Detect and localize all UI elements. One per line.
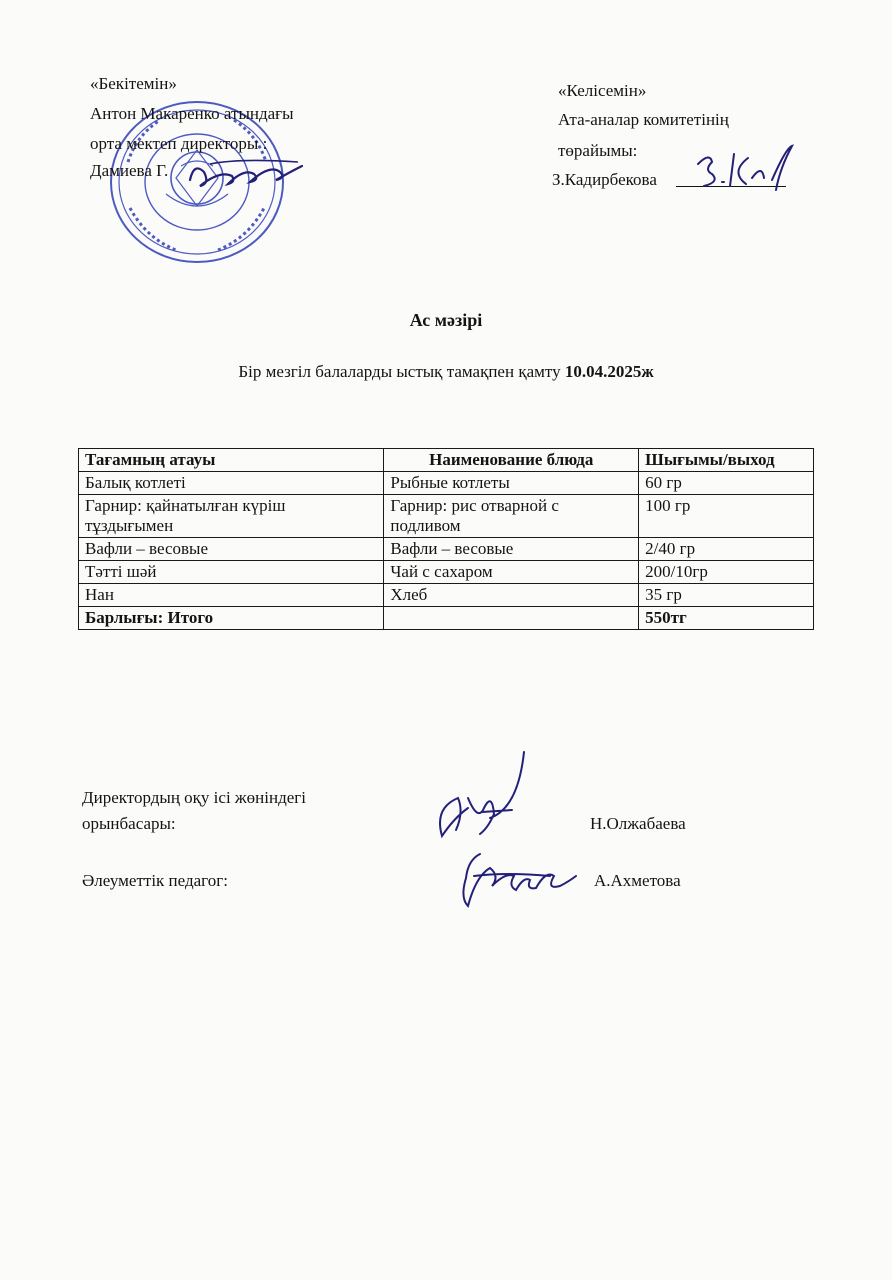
total-empty-cell: [384, 607, 639, 630]
approval-heading: «Бекітемін»: [90, 74, 177, 93]
total-value: 550тг: [639, 607, 814, 630]
cell-output: 60 гр: [639, 472, 814, 495]
subtitle-text: Бір мезгіл балаларды ыстық тамақпен қамту: [238, 362, 565, 381]
deputy-title-line2: орынбасары:: [82, 814, 176, 833]
subtitle-date: 10.04.2025ж: [564, 362, 654, 381]
cell-dish-kz: Нан: [79, 584, 384, 607]
table-row: [79, 495, 814, 538]
agreement-heading: «Келісемін»: [558, 81, 647, 100]
header-dish-ru: Наименование блюда: [384, 449, 639, 472]
menu-table: [78, 448, 814, 630]
cell-dish-ru: Рыбные котлеты: [384, 472, 639, 495]
table-total-row: [79, 607, 814, 630]
table-row: [79, 561, 814, 584]
document-title: Ас мәзірі: [409, 310, 483, 330]
table-row: [79, 472, 814, 495]
agreement-committee-line: Ата-аналар комитетінің: [558, 110, 729, 129]
cell-dish-kz: Гарнир: қайнатылған күріш тұздығымен: [79, 495, 384, 538]
approval-director-name: Дамиева Г.: [90, 161, 169, 180]
total-label: Барлығы: Итого: [79, 607, 384, 630]
deputy-signature: [428, 748, 540, 844]
social-pedagogue-signature: [450, 846, 580, 910]
director-signature: [180, 150, 310, 198]
agreement-chair-line: төрайымы:: [558, 141, 638, 160]
cell-dish-kz: Балық котлеті: [79, 472, 384, 495]
cell-dish-ru: Чай с сахаром: [384, 561, 639, 584]
header-output: Шығымы/выход: [639, 449, 814, 472]
document-subtitle: [0, 362, 892, 382]
social-pedagogue-label: Әлеуметтік педагог:: [82, 871, 228, 890]
cell-dish-kz: Тәтті шәй: [79, 561, 384, 584]
cell-output: 2/40 гр: [639, 538, 814, 561]
cell-dish-ru: Вафли – весовые: [384, 538, 639, 561]
agreement-chair-name: З.Кадирбекова: [552, 170, 657, 189]
deputy-title-line1: Директордың оқу ісі жөніндегі: [82, 788, 306, 807]
cell-dish-kz: Вафли – весовые: [79, 538, 384, 561]
approval-director-line: орта мектеп директоры :: [90, 134, 268, 153]
social-pedagogue-name: А.Ахметова: [594, 871, 681, 890]
chair-signature: [690, 138, 800, 196]
header-dish-kz: Тағамның атауы: [79, 449, 384, 472]
cell-dish-ru: Гарнир: рис отварной с подливом: [384, 495, 639, 538]
cell-output: 100 гр: [639, 495, 814, 538]
deputy-name: Н.Олжабаева: [590, 814, 686, 833]
approval-school-line: Антон Макаренко атындағы: [90, 104, 294, 123]
table-row: [79, 538, 814, 561]
cell-output: 35 гр: [639, 584, 814, 607]
cell-dish-ru: Хлеб: [384, 584, 639, 607]
table-row: [79, 584, 814, 607]
table-header-row: [79, 449, 814, 472]
cell-output: 200/10гр: [639, 561, 814, 584]
